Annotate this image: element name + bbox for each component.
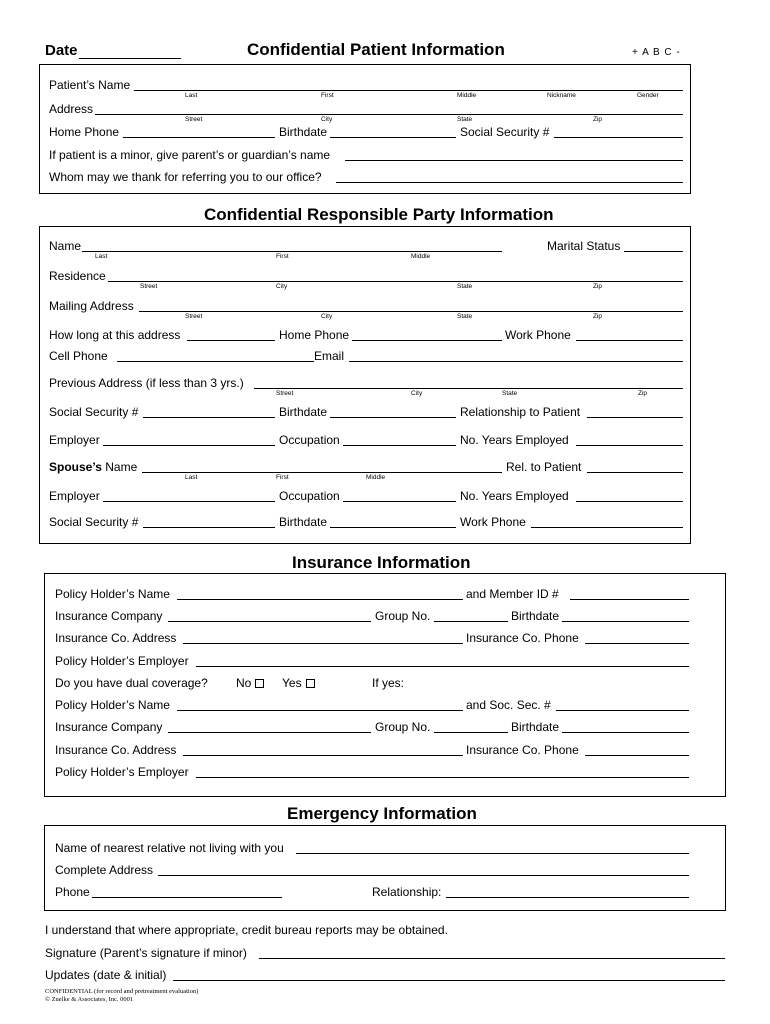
resp-cell-label: Cell Phone [49, 349, 108, 363]
resp-employer-field[interactable] [103, 445, 275, 446]
ins2-address-label: Insurance Co. Address [55, 743, 177, 757]
resp-how-long-label: How long at this address [49, 328, 181, 342]
spouse-employer-field[interactable] [103, 501, 275, 502]
resp-name-label: Name [49, 239, 82, 253]
spouse-occupation-label: Occupation [279, 489, 340, 503]
resp-name-sub-middle: Middle [411, 253, 431, 260]
resp-email-label: Email [314, 349, 345, 363]
spouse-name-sub-first: First [276, 474, 289, 481]
resp-residence-sub-street: Street [140, 283, 158, 290]
ins-birthdate-label: Birthdate [511, 609, 560, 623]
spouse-ssn-label: Social Security # [49, 515, 139, 529]
patient-address-label: Address [49, 102, 94, 116]
fine-print-confidential: CONFIDENTIAL (for record and pretreatment evaluation) [45, 988, 199, 995]
ins-employer-field[interactable] [196, 666, 689, 667]
patient-birthdate-field[interactable] [330, 137, 456, 138]
ins2-birthdate-field[interactable] [562, 732, 689, 733]
em-phone-field[interactable] [92, 897, 282, 898]
spouse-occupation-field[interactable] [343, 501, 456, 502]
ins-member-id-label: and Member ID # [466, 587, 559, 601]
ins-holder-name-label: Policy Holder’s Name [55, 587, 170, 601]
updates-field[interactable] [173, 980, 725, 981]
ins-dual-label: Do you have dual coverage? [55, 676, 208, 690]
credit-bureau-text: I understand that where appropriate, credit bureau reports may be obtained. [45, 923, 448, 937]
resp-work-phone-field[interactable] [576, 340, 683, 341]
resp-years-field[interactable] [576, 445, 683, 446]
resp-ssn-label: Social Security # [49, 405, 139, 419]
ins-if-yes-label: If yes: [372, 676, 405, 690]
em-relative-label: Name of nearest relative not living with you [55, 841, 284, 855]
spouse-rel-field[interactable] [587, 472, 683, 473]
ins2-company-field[interactable] [168, 732, 371, 733]
patient-name-sub-nickname: Nickname [547, 92, 576, 99]
resp-mailing-sub-zip: Zip [593, 313, 603, 320]
patient-name-sub-middle: Middle [457, 92, 477, 99]
responsible-title: Confidential Responsible Party Information [204, 205, 554, 224]
spouse-years-field[interactable] [576, 501, 683, 502]
date-field[interactable] [79, 58, 181, 59]
em-address-field[interactable] [158, 875, 689, 876]
ins-company-label: Insurance Company [55, 609, 163, 623]
resp-birthdate-field[interactable] [330, 417, 456, 418]
ins2-group-label: Group No. [375, 720, 431, 734]
form-code: + A B C - [632, 47, 681, 58]
resp-how-long-field[interactable] [187, 340, 275, 341]
ins2-holder-name-label: Policy Holder’s Name [55, 698, 170, 712]
patient-referral-field[interactable] [336, 182, 683, 183]
resp-residence-label: Residence [49, 269, 106, 283]
ins2-phone-field[interactable] [585, 755, 689, 756]
ins-phone-field[interactable] [585, 643, 689, 644]
resp-prev-address-field[interactable] [254, 388, 683, 389]
patient-address-sub-city: City [321, 116, 333, 123]
resp-prev-sub-state: State [502, 390, 518, 397]
resp-birthdate-label: Birthdate [279, 405, 328, 419]
resp-residence-sub-state: State [457, 283, 473, 290]
ins-employer-label: Policy Holder’s Employer [55, 654, 189, 668]
spouse-bold-label: Spouse’s [49, 460, 102, 474]
resp-cell-field[interactable] [117, 361, 314, 362]
ins2-employer-field[interactable] [196, 777, 689, 778]
resp-prev-sub-zip: Zip [638, 390, 648, 397]
ins-dual-no-checkbox[interactable] [255, 679, 264, 688]
resp-email-field[interactable] [349, 361, 683, 362]
ins-dual-yes-checkbox[interactable] [306, 679, 315, 688]
page-title: Confidential Patient Information [247, 40, 505, 59]
spouse-rel-label: Rel. to Patient [506, 460, 582, 474]
patient-name-sub-first: First [321, 92, 334, 99]
ins-member-id-field[interactable] [570, 599, 689, 600]
resp-marital-field[interactable] [624, 251, 683, 252]
spouse-years-label: No. Years Employed [460, 489, 569, 503]
spouse-name-sub-last: Last [185, 474, 198, 481]
spouse-work-phone-field[interactable] [531, 527, 683, 528]
ins2-employer-label: Policy Holder’s Employer [55, 765, 189, 779]
date-label: Date [45, 42, 78, 59]
patient-name-sub-gender: Gender [637, 92, 659, 99]
ins-address-field[interactable] [183, 643, 463, 644]
em-relative-field[interactable] [296, 853, 689, 854]
insurance-title: Insurance Information [292, 553, 471, 572]
resp-work-phone-label: Work Phone [505, 328, 571, 342]
em-relationship-field[interactable] [446, 897, 689, 898]
patient-referral-label: Whom may we thank for referring you to our office? [49, 170, 322, 184]
resp-ssn-field[interactable] [143, 417, 275, 418]
ins2-soc-sec-field[interactable] [556, 710, 689, 711]
resp-mailing-sub-state: State [457, 313, 473, 320]
spouse-work-phone-label: Work Phone [460, 515, 526, 529]
ins2-address-field[interactable] [183, 755, 463, 756]
ins2-holder-name-field[interactable] [177, 710, 463, 711]
ins2-birthdate-label: Birthdate [511, 720, 560, 734]
ins-birthdate-field[interactable] [562, 621, 689, 622]
ins-phone-label: Insurance Co. Phone [466, 631, 579, 645]
spouse-employer-label: Employer [49, 489, 100, 503]
resp-residence-sub-city: City [276, 283, 288, 290]
resp-occupation-label: Occupation [279, 433, 340, 447]
ins-dual-yes-label: Yes [282, 676, 302, 690]
patient-home-phone-label: Home Phone [49, 125, 120, 139]
resp-years-label: No. Years Employed [460, 433, 569, 447]
resp-relationship-field[interactable] [587, 417, 683, 418]
resp-mailing-sub-city: City [321, 313, 333, 320]
resp-occupation-field[interactable] [343, 445, 456, 446]
resp-mailing-label: Mailing Address [49, 299, 134, 313]
patient-name-field[interactable] [134, 90, 683, 91]
patient-minor-label: If patient is a minor, give parent’s or guardian’s name [49, 148, 331, 162]
resp-name-sub-first: First [276, 253, 289, 260]
resp-relationship-label: Relationship to Patient [460, 405, 581, 419]
ins-dual-yes[interactable] [282, 676, 315, 690]
resp-residence-field[interactable] [108, 281, 683, 282]
patient-address-field[interactable] [95, 114, 683, 115]
patient-birthdate-label: Birthdate [279, 125, 328, 139]
resp-prev-address-label: Previous Address (if less than 3 yrs.) [49, 376, 244, 390]
resp-home-phone-label: Home Phone [279, 328, 350, 342]
resp-prev-sub-city: City [411, 390, 423, 397]
resp-name-field[interactable] [82, 251, 502, 252]
spouse-name-label [49, 460, 137, 474]
ins-dual-no[interactable] [236, 676, 264, 690]
ins2-company-label: Insurance Company [55, 720, 163, 734]
patient-address-sub-zip: Zip [593, 116, 603, 123]
spouse-name-sub-middle: Middle [366, 474, 386, 481]
em-phone-label: Phone [55, 885, 90, 899]
resp-marital-label: Marital Status [547, 239, 621, 253]
patient-name-label: Patient’s Name [49, 78, 131, 92]
spouse-birthdate-label: Birthdate [279, 515, 328, 529]
ins-group-label: Group No. [375, 609, 431, 623]
updates-label: Updates (date & initial) [45, 968, 167, 982]
em-address-label: Complete Address [55, 863, 154, 877]
patient-address-sub-street: Street [185, 116, 203, 123]
resp-residence-sub-zip: Zip [593, 283, 603, 290]
patient-ssn-field[interactable] [554, 137, 683, 138]
resp-employer-label: Employer [49, 433, 100, 447]
ins2-phone-label: Insurance Co. Phone [466, 743, 579, 757]
spouse-name-suffix: Name [101, 460, 138, 474]
patient-name-sub-last: Last [185, 92, 198, 99]
ins2-soc-sec-label: and Soc. Sec. # [466, 698, 551, 712]
resp-mailing-sub-street: Street [185, 313, 203, 320]
emergency-title: Emergency Information [287, 804, 477, 823]
patient-ssn-label: Social Security # [460, 125, 550, 139]
patient-home-phone-field[interactable] [123, 137, 275, 138]
signature-field[interactable] [259, 958, 725, 959]
ins-dual-no-label: No [236, 676, 252, 690]
ins-holder-name-field[interactable] [177, 599, 463, 600]
spouse-name-field[interactable] [142, 472, 502, 473]
resp-prev-sub-street: Street [276, 390, 294, 397]
resp-mailing-field[interactable] [139, 311, 683, 312]
resp-home-phone-field[interactable] [352, 340, 502, 341]
resp-name-sub-last: Last [95, 253, 108, 260]
ins2-group-field[interactable] [434, 732, 508, 733]
fine-print-copyright: © Zuelke & Associates, Inc. 0001 [45, 996, 134, 1003]
ins-address-label: Insurance Co. Address [55, 631, 177, 645]
em-relationship-label: Relationship: [372, 885, 442, 899]
spouse-ssn-field[interactable] [143, 527, 275, 528]
patient-guardian-field[interactable] [345, 160, 683, 161]
signature-label: Signature (Parent’s signature if minor) [45, 946, 247, 960]
spouse-birthdate-field[interactable] [330, 527, 456, 528]
ins-company-field[interactable] [168, 621, 371, 622]
patient-address-sub-state: State [457, 116, 473, 123]
ins-group-field[interactable] [434, 621, 508, 622]
